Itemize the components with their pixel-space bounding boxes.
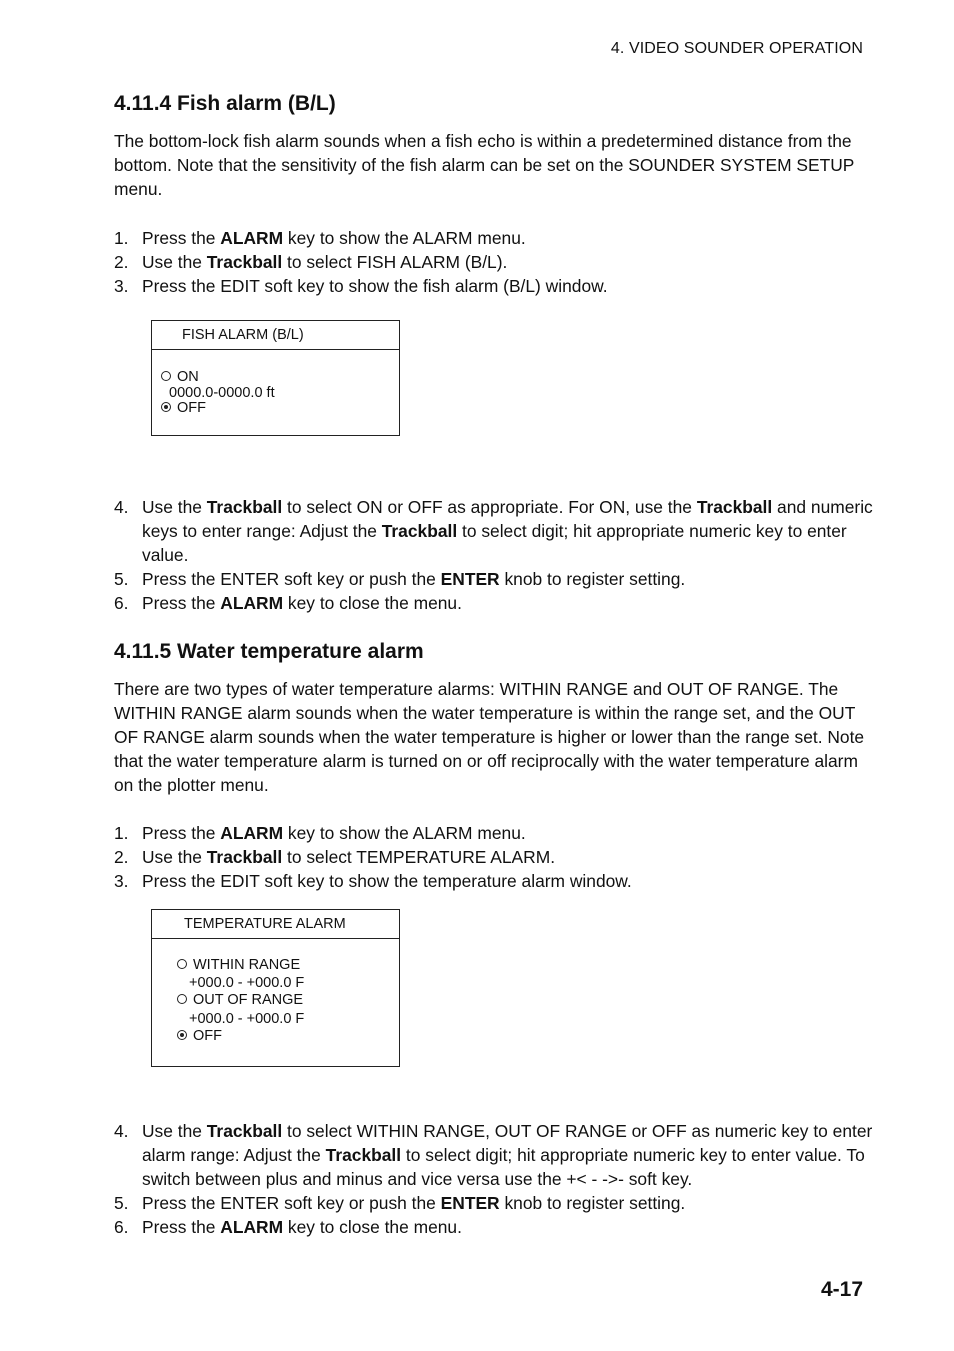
step-text: key to close the menu. (283, 593, 462, 613)
step-text: and numeric keys to enter range: Adjust the (142, 497, 873, 541)
step-number: 3. (114, 871, 129, 891)
step-number: 2. (114, 847, 129, 867)
step-item (114, 250, 874, 274)
step-item (114, 1191, 874, 1215)
step-item (114, 845, 874, 869)
step-text: Press the (142, 1217, 221, 1237)
step-text: to select TEMPERATURE ALARM. (282, 847, 556, 867)
step-item (114, 1119, 874, 1191)
step-text: to select digit; hit appropriate numeric key to enter value. (142, 521, 847, 565)
step-item (114, 567, 874, 591)
step-number: 4. (114, 497, 129, 517)
fish-alarm-steps-1-3 (114, 226, 874, 298)
running-header: 4. VIDEO SOUNDER OPERATION (610, 40, 863, 57)
temperature-alarm-steps-1-3 (114, 821, 874, 893)
key-name: Trackball (325, 1145, 402, 1165)
step-text: knob to register setting. (499, 1193, 686, 1213)
radio-selected-icon[interactable] (177, 1030, 187, 1040)
option-label: OFF (177, 400, 206, 416)
step-item (114, 1215, 874, 1239)
step-text: Press the ENTER soft key or push the (142, 1193, 441, 1213)
key-name: ENTER (440, 1193, 500, 1213)
step-item (114, 591, 874, 615)
step-text: key to show the ALARM menu. (283, 228, 526, 248)
out-of-range-value[interactable]: +000.0 - +000.0 F (189, 1011, 305, 1027)
step-item (114, 495, 874, 567)
step-number: 2. (114, 252, 129, 272)
fish-alarm-steps-4-6 (114, 495, 874, 615)
step-item (114, 274, 874, 298)
step-number: 4. (114, 1121, 129, 1141)
key-name: ENTER (440, 569, 500, 589)
fish-alarm-dialog (151, 320, 400, 436)
key-name: ALARM (220, 593, 284, 613)
step-number: 3. (114, 276, 129, 296)
option-out-of-range[interactable] (177, 992, 303, 1008)
step-number: 1. (114, 228, 129, 248)
step-number: 6. (114, 593, 129, 613)
step-text: Press the ENTER soft key or push the (142, 569, 441, 589)
step-number: 6. (114, 1217, 129, 1237)
step-text: to select ON or OFF as appropriate. For ON, use the (282, 497, 697, 517)
within-range-value[interactable]: +000.0 - +000.0 F (189, 975, 305, 991)
key-name: ALARM (220, 823, 284, 843)
step-text: to select WITHIN RANGE, OUT OF RANGE or OFF as numeric key to enter alarm range: Adjust the (142, 1121, 873, 1165)
step-text: Press the (142, 593, 221, 613)
step-text: to select digit; hit appropriate numeric key to enter value. To switch between plus and minus and vice versa use the +< - ->- soft key. (142, 1145, 865, 1189)
temperature-alarm-dialog (151, 909, 400, 1067)
fish-alarm-intro: The bottom-lock fish alarm sounds when a fish echo is within a predetermined distance from the bottom. Note that the sensitivity of the fish alarm can be set on the SOUNDER SYSTEM SETUP menu. (114, 131, 855, 199)
radio-unselected-icon[interactable] (177, 994, 187, 1004)
step-text: Use the (142, 1121, 207, 1141)
key-name: ALARM (220, 1217, 284, 1237)
option-off[interactable] (161, 400, 206, 416)
section-title-fish-alarm: 4.11.4 Fish alarm (B/L) (114, 92, 336, 115)
key-name: Trackball (381, 521, 458, 541)
step-item (114, 821, 874, 845)
step-text: Press the EDIT soft key to show the temperature alarm window. (142, 871, 632, 891)
step-text: Use the (142, 497, 207, 517)
key-name: ALARM (220, 228, 284, 248)
step-number: 5. (114, 569, 129, 589)
option-label: WITHIN RANGE (193, 957, 301, 973)
option-label: OFF (193, 1028, 222, 1044)
temperature-alarm-intro: There are two types of water temperature alarms: WITHIN RANGE and OUT OF RANGE. The WITHIN RANGE alarm sounds when the water temperature is within the range set, and the OUT OF RANGE alarm sounds when the water temperature is higher or lower than the range set. Note that the water temperature alarm is turned on or off reciprocally with the water temperature alarm on the plotter menu. (114, 679, 865, 795)
radio-unselected-icon[interactable] (177, 959, 187, 969)
option-label: ON (177, 369, 199, 385)
key-name: Trackball (696, 497, 773, 517)
step-text: key to close the menu. (283, 1217, 462, 1237)
step-text: key to show the ALARM menu. (283, 823, 526, 843)
step-text: to select FISH ALARM (B/L). (282, 252, 508, 272)
step-text: Press the (142, 823, 221, 843)
step-text: Use the (142, 252, 207, 272)
step-text: Press the (142, 228, 221, 248)
key-name: Trackball (206, 847, 283, 867)
step-text: Use the (142, 847, 207, 867)
range-value[interactable]: 0000.0-0000.0 ft (169, 385, 275, 401)
option-label: OUT OF RANGE (193, 992, 304, 1008)
dialog-title: TEMPERATURE ALARM (152, 910, 399, 939)
step-item (114, 226, 874, 250)
option-within-range[interactable] (177, 957, 300, 973)
option-off[interactable] (177, 1028, 222, 1044)
section-title-temperature-alarm: 4.11.5 Water temperature alarm (114, 640, 424, 663)
step-number: 5. (114, 1193, 129, 1213)
key-name: Trackball (206, 252, 283, 272)
dialog-title: FISH ALARM (B/L) (152, 321, 399, 350)
radio-selected-icon[interactable] (161, 402, 171, 412)
page-number: 4-17 (820, 1278, 863, 1301)
step-number: 1. (114, 823, 129, 843)
key-name: Trackball (206, 1121, 283, 1141)
key-name: Trackball (206, 497, 283, 517)
temperature-alarm-steps-4-6 (114, 1119, 874, 1239)
step-item (114, 869, 874, 893)
step-text: Press the EDIT soft key to show the fish alarm (B/L) window. (142, 276, 608, 296)
option-on[interactable] (161, 369, 199, 385)
step-text: knob to register setting. (499, 569, 686, 589)
radio-unselected-icon[interactable] (161, 371, 171, 381)
